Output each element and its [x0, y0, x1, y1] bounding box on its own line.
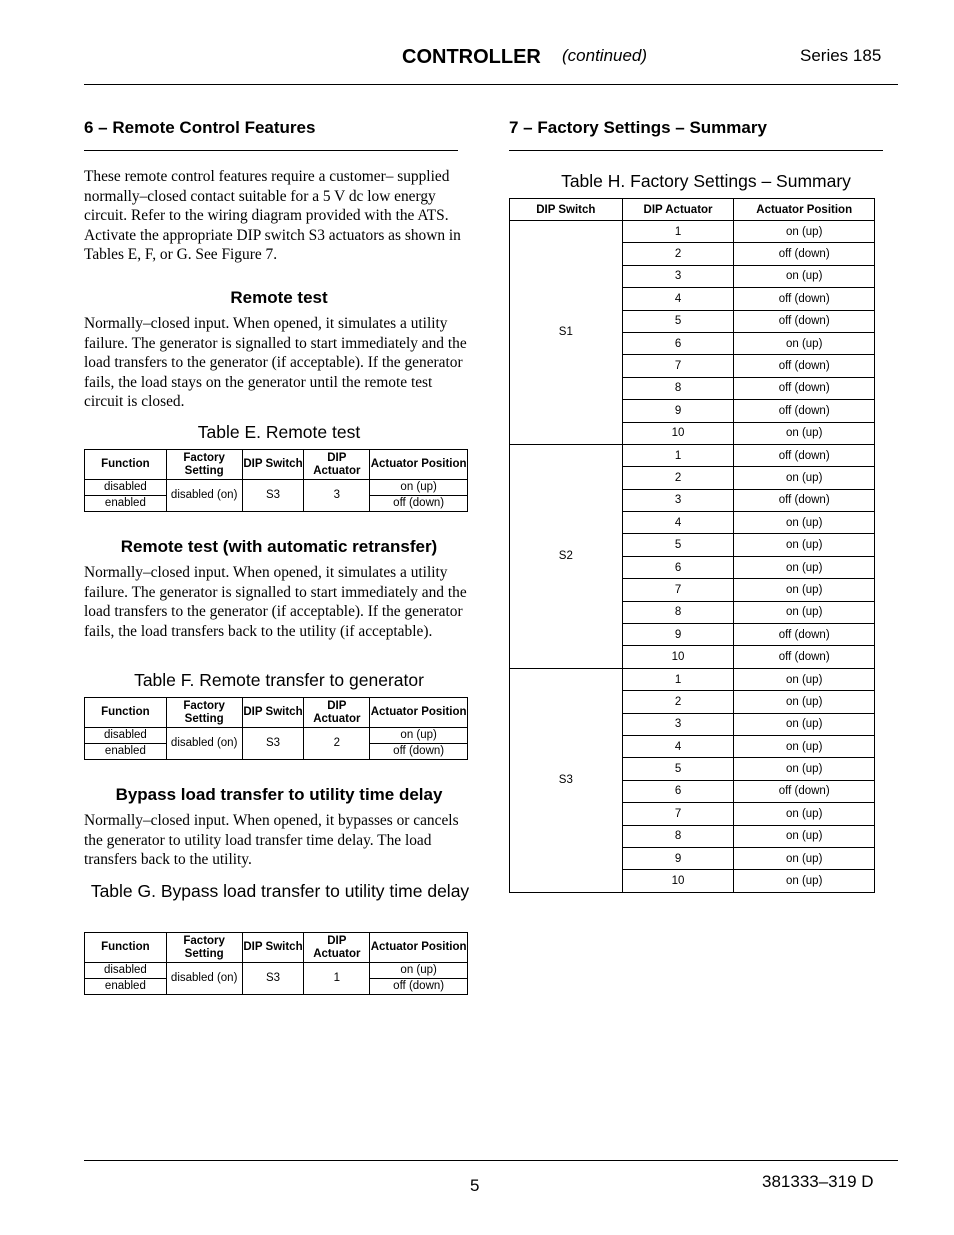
- table-h-actuator: 4: [622, 512, 734, 534]
- table-h-position: on (up): [734, 691, 875, 713]
- table-h-position: off (down): [734, 624, 875, 646]
- retransfer-text: Normally–closed input. When opened, it simulates a utility failure. The generator is signalled to start immediately and the load transfers to the generator (if acceptable). If the generator fails, the load transfers back to the utility (if acceptable).: [84, 564, 467, 640]
- table-h-position: on (up): [734, 265, 875, 287]
- table-h-actuator: 7: [622, 803, 734, 825]
- table-h-position: on (up): [734, 556, 875, 578]
- table-h-actuator: 1: [622, 444, 734, 466]
- retransfer-heading: Remote test (with automatic retransfer): [120, 537, 438, 556]
- section-7-rule: [509, 150, 883, 151]
- table-g-header-position: Actuator Position: [370, 933, 468, 963]
- table-g: [84, 932, 468, 995]
- table-f-position-2: off (down): [370, 744, 468, 760]
- footer-rule: [84, 1160, 898, 1161]
- document-number: 381333–319 D: [762, 1172, 874, 1191]
- table-g-position-1: on (up): [370, 963, 468, 979]
- header-title: CONTROLLER: [402, 46, 541, 68]
- table-h-actuator: 5: [622, 310, 734, 332]
- table-g-header-switch: DIP Switch: [242, 933, 304, 963]
- section-6-rule: [84, 150, 458, 151]
- table-h-actuator: 2: [622, 243, 734, 265]
- table-h-position: off (down): [734, 288, 875, 310]
- table-h-actuator: 8: [622, 825, 734, 847]
- table-g-function-1: disabled: [85, 963, 167, 979]
- table-h-actuator: 1: [622, 221, 734, 243]
- table-g-header-actuator: DIP Actuator: [304, 933, 370, 963]
- bypass-text: Normally–closed input. When opened, it bypasses or cancels the generator to utility load transfer time delay. The load transfers back to the utility.: [84, 812, 459, 869]
- table-h: [509, 198, 875, 893]
- table-e-header-setting: Factory Setting: [166, 450, 242, 480]
- table-h-position: off (down): [734, 400, 875, 422]
- table-h-position: on (up): [734, 332, 875, 354]
- table-h-switch-0: S1: [510, 221, 623, 445]
- table-g-caption: Table G. Bypass load transfer to utility time delay: [90, 881, 470, 901]
- table-e-header-position: Actuator Position: [370, 450, 468, 480]
- table-f-switch: S3: [242, 728, 304, 760]
- bypass-heading: Bypass load transfer to utility time delay: [115, 785, 443, 804]
- table-e-header-actuator: DIP Actuator: [304, 450, 370, 480]
- table-e-header-function: Function: [85, 450, 167, 480]
- table-f-setting: disabled (on): [166, 728, 242, 760]
- table-h-actuator: 6: [622, 780, 734, 802]
- table-f-caption: Table F. Remote transfer to generator: [134, 670, 424, 690]
- table-f-header-switch: DIP Switch: [242, 698, 304, 728]
- table-h-position: on (up): [734, 467, 875, 489]
- table-e-setting: disabled (on): [166, 480, 242, 512]
- table-h-actuator: 3: [622, 489, 734, 511]
- table-h-position: on (up): [734, 668, 875, 690]
- table-h-position: off (down): [734, 489, 875, 511]
- table-f-header-position: Actuator Position: [370, 698, 468, 728]
- table-h-actuator: 2: [622, 467, 734, 489]
- table-h-position: off (down): [734, 310, 875, 332]
- remote-test-text: Normally–closed input. When opened, it simulates a utility failure. The generator is signalled to start immediately and the load transfers to the generator (if acceptable). If the generator fails, the load stays on the generator until the remote test circuit is closed.: [84, 315, 467, 411]
- table-h-actuator: 9: [622, 400, 734, 422]
- table-e: [84, 449, 468, 512]
- table-h-position: off (down): [734, 377, 875, 399]
- section-6-intro: These remote control features require a customer– supplied normally–closed contact suitable for a 5 V dc low energy circuit. Refer to the wiring diagram provided with the ATS. Activate the appropriate DIP switch S3 actuators as shown in Tables E, F, or G. See Figure 7.: [84, 168, 461, 264]
- table-g-setting: disabled (on): [166, 963, 242, 995]
- table-g-function-2: enabled: [85, 979, 167, 995]
- table-h-switch-1: S2: [510, 444, 623, 668]
- table-f-header-setting: Factory Setting: [166, 698, 242, 728]
- table-h-actuator: 3: [622, 713, 734, 735]
- table-h-position: on (up): [734, 735, 875, 757]
- header-rule: [84, 84, 898, 85]
- table-h-position: on (up): [734, 847, 875, 869]
- section-6-title: 6 – Remote Control Features: [84, 118, 316, 137]
- table-h-actuator: 6: [622, 332, 734, 354]
- remote-test-heading: Remote test: [230, 288, 328, 307]
- table-h-position: off (down): [734, 444, 875, 466]
- table-h-actuator: 10: [622, 646, 734, 668]
- table-row: [510, 221, 875, 243]
- section-7-title: 7 – Factory Settings – Summary: [509, 118, 767, 137]
- table-h-actuator: 2: [622, 691, 734, 713]
- table-h-actuator: 9: [622, 847, 734, 869]
- table-h-header-actuator: DIP Actuator: [622, 199, 734, 221]
- table-h-position: on (up): [734, 601, 875, 623]
- table-h-position: on (up): [734, 512, 875, 534]
- table-h-actuator: 10: [622, 422, 734, 444]
- table-h-position: off (down): [734, 780, 875, 802]
- table-f-position-1: on (up): [370, 728, 468, 744]
- table-h-position: on (up): [734, 422, 875, 444]
- table-f-function-1: disabled: [85, 728, 167, 744]
- table-h-position: off (down): [734, 646, 875, 668]
- table-row: [510, 668, 875, 690]
- header-continued: (continued): [562, 46, 648, 65]
- table-h-actuator: 10: [622, 870, 734, 892]
- table-h-actuator: 8: [622, 377, 734, 399]
- table-h-position: on (up): [734, 803, 875, 825]
- table-h-actuator: 6: [622, 556, 734, 578]
- table-h-switch-2: S3: [510, 668, 623, 892]
- table-row: [510, 444, 875, 466]
- table-h-position: on (up): [734, 221, 875, 243]
- table-h-actuator: 4: [622, 735, 734, 757]
- table-h-position: on (up): [734, 579, 875, 601]
- table-h-actuator: 5: [622, 534, 734, 556]
- table-h-position: on (up): [734, 758, 875, 780]
- table-g-header-function: Function: [85, 933, 167, 963]
- table-e-caption: Table E. Remote test: [197, 422, 361, 442]
- table-e-position-2: off (down): [370, 496, 468, 512]
- table-e-function-1: disabled: [85, 480, 167, 496]
- table-h-actuator: 4: [622, 288, 734, 310]
- table-g-actuator: 1: [304, 963, 370, 995]
- table-e-position-1: on (up): [370, 480, 468, 496]
- table-f-function-2: enabled: [85, 744, 167, 760]
- table-e-function-2: enabled: [85, 496, 167, 512]
- table-g-switch: S3: [242, 963, 304, 995]
- table-g-position-2: off (down): [370, 979, 468, 995]
- table-h-position: off (down): [734, 243, 875, 265]
- table-h-actuator: 5: [622, 758, 734, 780]
- table-e-actuator: 3: [304, 480, 370, 512]
- table-h-position: on (up): [734, 713, 875, 735]
- table-h-caption: Table H. Factory Settings – Summary: [561, 171, 851, 191]
- header-series: Series 185: [800, 46, 882, 65]
- table-h-actuator: 7: [622, 579, 734, 601]
- table-h-body: [510, 221, 875, 893]
- table-h-position: on (up): [734, 534, 875, 556]
- table-f-header-actuator: DIP Actuator: [304, 698, 370, 728]
- table-e-switch: S3: [242, 480, 304, 512]
- table-h-header-switch: DIP Switch: [510, 199, 623, 221]
- table-h-actuator: 9: [622, 624, 734, 646]
- table-h-actuator: 1: [622, 668, 734, 690]
- page-number: 5: [470, 1176, 480, 1195]
- table-h-actuator: 7: [622, 355, 734, 377]
- table-h-actuator: 8: [622, 601, 734, 623]
- table-h-position: on (up): [734, 870, 875, 892]
- table-h-position: off (down): [734, 355, 875, 377]
- table-g-header-setting: Factory Setting: [166, 933, 242, 963]
- table-h-position: on (up): [734, 825, 875, 847]
- table-f: [84, 697, 468, 760]
- table-h-actuator: 3: [622, 265, 734, 287]
- table-f-actuator: 2: [304, 728, 370, 760]
- table-h-header-position: Actuator Position: [734, 199, 875, 221]
- table-e-header-switch: DIP Switch: [242, 450, 304, 480]
- table-f-header-function: Function: [85, 698, 167, 728]
